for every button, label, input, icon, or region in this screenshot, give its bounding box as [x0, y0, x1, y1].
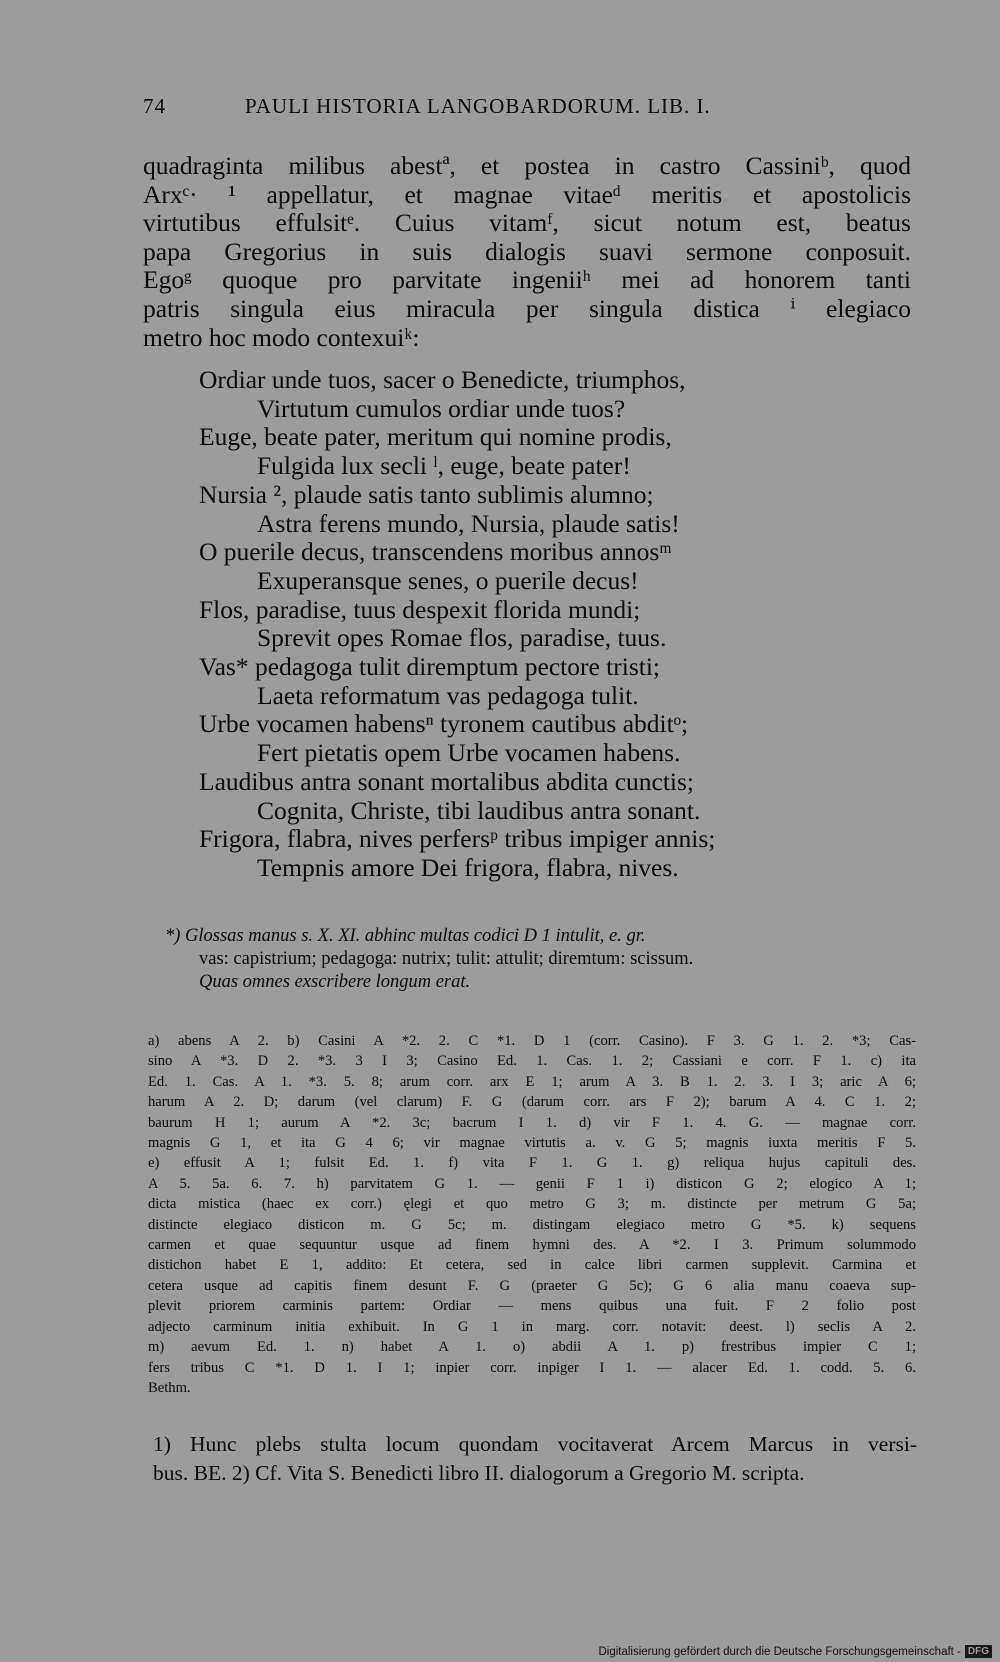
apparatus-line: fers tribus C *1. D 1. I 1; inpier corr. inpiger I 1. — alacer Ed. 1. codd. 5. 6.	[148, 1359, 916, 1376]
pentameter-line: Tempnis amore Dei frigora, flabra, nives.	[257, 852, 679, 882]
apparatus-line: distincte elegiaco disticon m. G 5c; m. distingam elegiaco metro G *5. k) sequens	[148, 1216, 916, 1233]
body-line: patris singula eius miracula per singula distica ⁱ elegiaco	[143, 293, 911, 323]
pentameter-line: Virtutum cumulos ordiar unde tuos?	[257, 393, 626, 423]
body-line: virtutibus effulsitᵉ. Cuius vitamᶠ, sicut notum est, beatus	[143, 208, 911, 238]
note-line: 1) Hunc plebs stulta locum quondam vocitaverat Arcem Marcus in versi-	[153, 1432, 917, 1456]
elegiac-poem	[199, 366, 899, 883]
dfg-logo: DFG	[965, 1645, 992, 1658]
apparatus-line: carmen et quae sequuntur usque ad finem hymni des. A *2. I 3. Primum solummodo	[148, 1237, 916, 1254]
pentameter-line: Cognita, Christe, tibi laudibus antra sonant.	[257, 795, 701, 825]
gloss-line: *) Glossas manus s. X. XI. abhinc multas codici D 1 intulit, e. gr.	[165, 926, 646, 946]
pentameter-line: Sprevit opes Romae flos, paradise, tuus.	[257, 623, 667, 653]
apparatus-line: adjecto carminum initia exhibuit. In G 1 in marg. corr. notavit: deest. l) seclis A 2.	[148, 1318, 916, 1335]
apparatus-line: sino A *3. D 2. *3. 3 I 3; Casino Ed. 1. Cas. 1. 2; Cassiani e corr. F 1. c) ita	[148, 1053, 916, 1070]
body-line: Egoᵍ quoque pro parvitate ingeniiʰ mei ad honorem tanti	[143, 265, 911, 295]
digitization-credit	[598, 1645, 992, 1658]
explanatory-notes	[153, 1430, 917, 1488]
hexameter-line: Euge, beate pater, meritum qui nomine prodis,	[199, 422, 672, 452]
hexameter-line: Ordiar unde tuos, sacer o Benedicte, triumphos,	[199, 365, 686, 394]
pentameter-line: Fulgida lux secli ˡ, euge, beate pater!	[257, 451, 631, 481]
hexameter-line: Vas* pedagoga tulit diremptum pectore tristi;	[199, 652, 661, 682]
apparatus-line: cetera usque ad capitis finem desunt F. G (praeter G 5c); G 6 alia manu coaeva sup-	[148, 1277, 916, 1294]
apparatus-line: e) effusit A 1; fulsit Ed. 1. f) vita F 1. G 1. g) reliqua hujus capituli des.	[148, 1155, 916, 1172]
gloss-line: Quas omnes exscribere longum erat.	[199, 972, 471, 992]
credit-text: Digitalisierung gefördert durch die Deutsche Forschungsgemeinschaft -	[598, 1645, 961, 1658]
page-number: 74	[143, 94, 166, 118]
body-line: quadraginta milibus abestª, et postea in castro Cassiniᵇ, quod	[143, 151, 911, 180]
hexameter-line: O puerile decus, transcendens moribus annosᵐ	[199, 537, 672, 567]
gloss-footnote	[165, 925, 915, 994]
running-title: PAULI HISTORIA LANGOBARDORUM. LIB. I.	[245, 94, 711, 118]
apparatus-line: harum A 2. D; darum (vel clarum) F. G (darum corr. ars F 2); barum A 4. C 1. 2;	[148, 1094, 916, 1111]
apparatus-line: Ed. 1. Cas. A 1. *3. 5. 8; arum corr. arx E 1; arum A 3. B 1. 2. 3. I 3; aric A 6;	[148, 1073, 916, 1090]
hexameter-line: Flos, paradise, tuus despexit florida mundi;	[199, 594, 641, 624]
pentameter-line: Laeta reformatum vas pedagoga tulit.	[257, 680, 639, 710]
body-line: metro hoc modo contexuiᵏ:	[143, 322, 420, 352]
body-line: Arxᶜ· ¹ appellatur, et magnae vitaeᵈ meritis et apostolicis	[143, 179, 911, 209]
hexameter-line: Laudibus antra sonant mortalibus abdita cunctis;	[199, 766, 695, 796]
main-paragraph	[143, 152, 911, 352]
apparatus-line: A 5. 5a. 6. 7. h) parvitatem G 1. — genii F 1 i) disticon G 2; elogico A 1;	[148, 1175, 916, 1192]
pentameter-line: Astra ferens mundo, Nursia, plaude satis!	[257, 508, 680, 538]
body-line: papa Gregorius in suis dialogis suavi sermone conposuit.	[143, 236, 911, 266]
hexameter-line: Nursia ², plaude satis tanto sublimis alumno;	[199, 479, 654, 509]
apparatus-line: m) aevum Ed. 1. n) habet A 1. o) abdii A 1. p) frestribus impier C 1;	[148, 1339, 916, 1356]
hexameter-line: Urbe vocamen habensⁿ tyronem cautibus abditᵒ;	[199, 709, 689, 739]
apparatus-line: Bethm.	[148, 1379, 191, 1396]
critical-apparatus	[148, 1031, 916, 1398]
pentameter-line: Fert pietatis opem Urbe vocamen habens.	[257, 738, 681, 768]
note-line: bus. BE. 2) Cf. Vita S. Benedicti libro II. dialogorum a Gregorio M. scripta.	[153, 1461, 805, 1485]
apparatus-line: distichon habet E 1, addito: Et cetera, sed in calce libri carmen supplevit. Carmina et	[148, 1257, 916, 1274]
gloss-line: vas: capistrium; pedagoga: nutrix; tulit: attulit; diremtum: scissum.	[199, 949, 694, 969]
apparatus-line: dicta mistica (haec ex corr.) ęlegi et quo metro G 3; m. distincte per metrum G 5a;	[148, 1196, 916, 1213]
apparatus-line: a) abens A 2. b) Casini A *2. 2. C *1. D 1 (corr. Casino). F 3. G 1. 2. *3; Cas-	[148, 1033, 916, 1049]
hexameter-line: Frigora, flabra, nives perfersᵖ tribus impiger annis;	[199, 824, 716, 854]
apparatus-line: plevit priorem carminis partem: Ordiar — mens quibus una fuit. F 2 folio post	[148, 1298, 916, 1315]
apparatus-line: baurum H 1; aurum A *2. 3c; bacrum I 1. d) vir F 1. 4. G. — magnae corr.	[148, 1114, 916, 1131]
apparatus-line: magnis G 1, et ita G 4 6; vir magnae virtutis a. v. G 5; magnis iuxta meritis F 5.	[148, 1135, 916, 1152]
pentameter-line: Exuperansque senes, o puerile decus!	[257, 565, 639, 595]
